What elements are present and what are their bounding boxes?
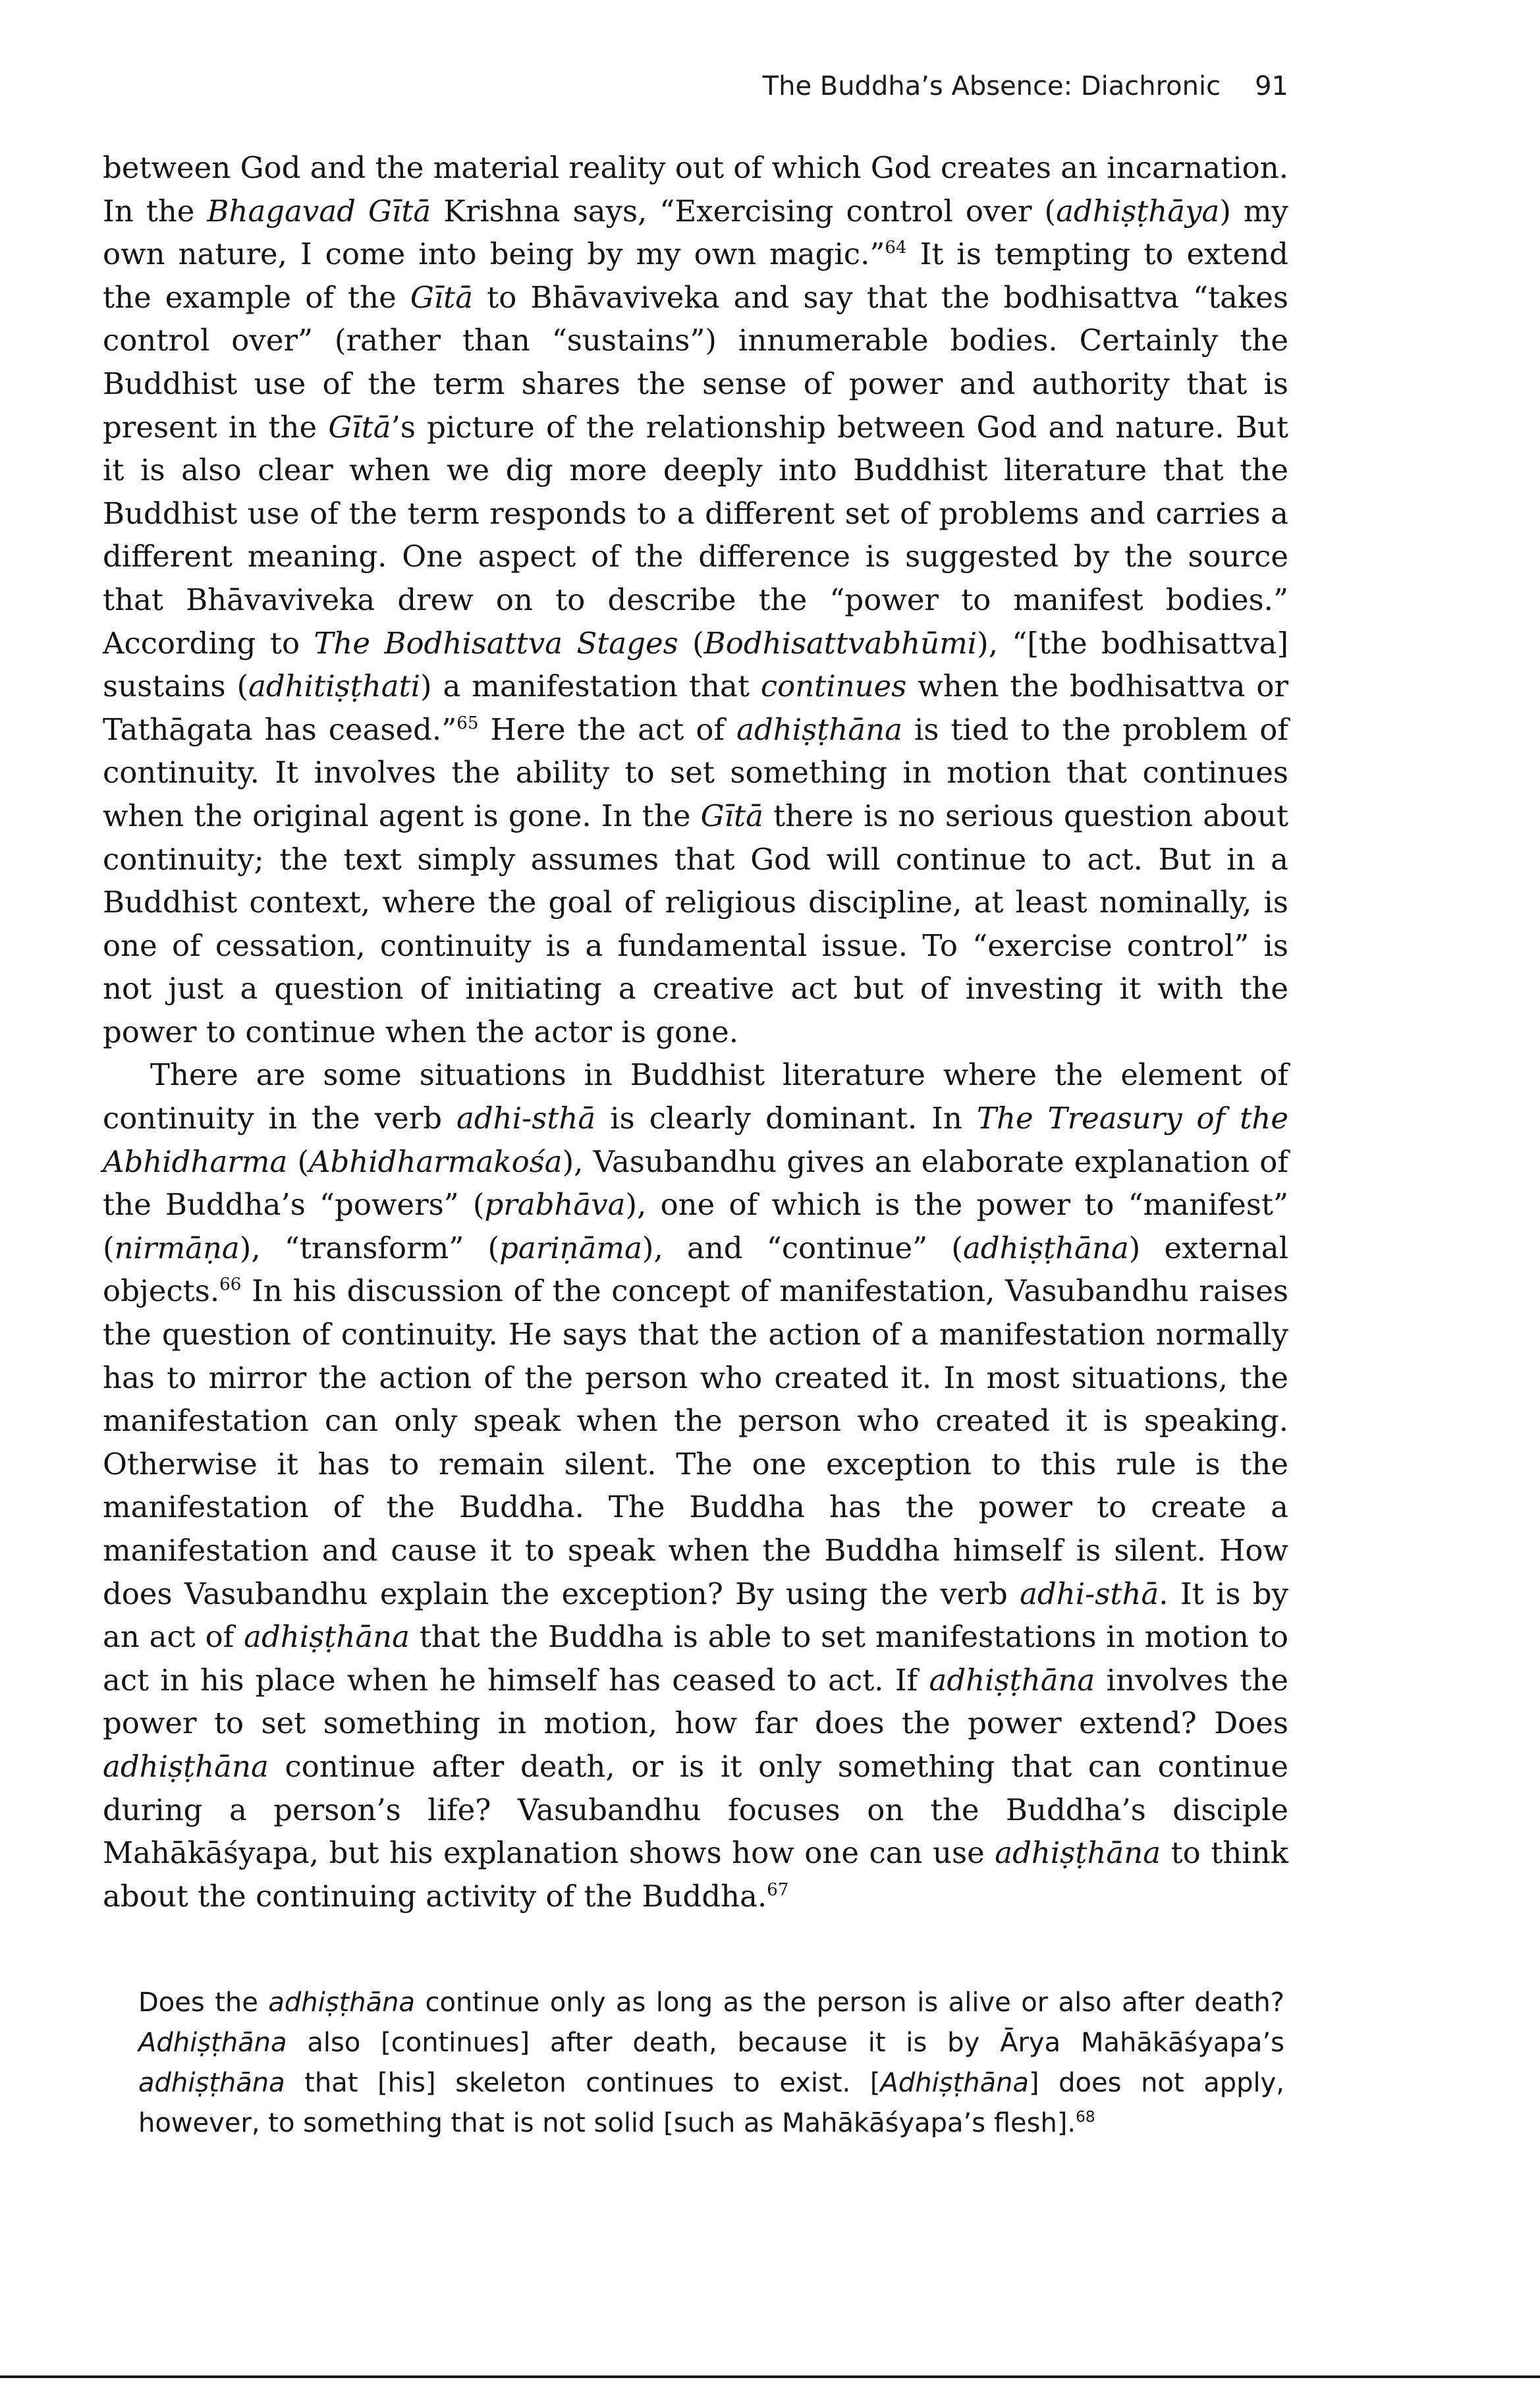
italic-term: adhi-sthā [456,1101,596,1136]
text-run: ), and “continue” ( [642,1230,963,1265]
text-run: continue after death, or is it only something that can continue during a person’s life? Vasubandhu focuses on the Buddha’s disciple Mahākāśyapa, but his explanation shows how one can use [103,1748,1288,1871]
italic-title: Gītā [410,279,474,315]
italic-term: adhiṣṭhāna [995,1835,1161,1871]
italic-emphasis: continues [760,669,907,704]
italic-term: pariṇāma [499,1230,642,1265]
italic-term: adhiṣṭhāya [1056,193,1220,229]
text-run: there is no serious question about continuity; the text simply assumes that God will continue to act. But in a Buddhist context, where the goal of religious discipline, at least nominally, is one of cessation, continuity is a fundamental issue. To “exercise control” is not just a question of initiating a creative act but of investing it with the power to continue when the actor is gone. [103,798,1288,1049]
footnote-ref: 64 [885,238,907,258]
text-run: that [his] skeleton continues to exist. [ [285,2068,881,2098]
italic-title: Gītā [328,409,391,445]
text-run: when the bodhisattva or Tathāgata has ceased.” [103,669,1288,747]
text-run: Here the act of [478,711,737,747]
text-run: is tied to the problem of continuity. It involves the ability to set something in motion that continues when the original agent is gone. In the [103,711,1288,833]
italic-term: adhiṣṭhāna [138,2068,285,2098]
text-run: that the Buddha is able to set manifestations in motion to act in his place when he himself has ceased to act. If [103,1619,1288,1698]
italic-term: prabhāva [484,1187,626,1223]
text-run: In his discussion of the concept of manifestation, Vasubandhu raises the question of continuity. He says that the action of a manifestation normally has to mirror the action of the person who created it. In most situations, the manifestation can only speak when the person who created it is speaking. Otherwise it has to remain silent. The one exception to this rule is the manifestation of the Buddha. The Buddha has the power to create a manifestation and cause it to speak when the Buddha himself is silent. How does Vasubandhu explain the exception? By using the verb [103,1273,1288,1611]
italic-term: nirmāṇa [114,1230,240,1265]
text-run: ), one of which is the power to “manifest” ( [103,1187,1288,1265]
text-run: involves the power to set something in motion, how far does the power extend? Does [103,1662,1288,1741]
italic-term: adhiṣṭhāna [736,711,902,747]
text-run: ( [287,1144,309,1179]
text-run: ] does not apply, however, to something that is not solid [such as Mahākāśyapa’s flesh]. [138,2068,1284,2138]
text-run: ), Vasubandhu gives an elaborate explanation of the Buddha’s “powers” ( [103,1144,1288,1223]
text-run: to Bhāvaviveka and say that the bodhisattva “takes control over” (rather than “sustains”) innumerable bodies. Certainly the Buddhist use of the term shares the sense of power and authority that is present in the [103,279,1289,445]
italic-title: Gītā [700,798,763,833]
text-run: Does the [138,1987,269,2018]
text-run: There are some situations in Buddhist literature where the element of continuity in the verb [103,1057,1288,1136]
footnote-ref: 68 [1076,2107,1095,2126]
italic-term: Adhiṣṭhāna [880,2068,1029,2098]
running-head [103,71,1288,101]
block-quote [138,1983,1284,2144]
footnote-ref: 65 [456,713,479,733]
text-run: ( [678,625,704,661]
italic-title: The Treasury of the Abhidharma [103,1101,1288,1179]
text-run: ) external objects. [103,1230,1288,1309]
block-quote-text [138,1983,1284,2144]
text-run: ) my own nature, I come into being by my own magic.” [103,193,1288,272]
italic-title: Bodhisattvabhūmi [703,625,977,661]
italic-title: Abhidharmakośa [309,1144,563,1179]
text-run: is clearly dominant. In [595,1101,977,1136]
text-run: also [continues] after death, because it is by Ārya Mahākāśyapa’s [287,2028,1284,2058]
italic-title: The Bodhisattva Stages [314,625,678,661]
text-run: ), “[the bodhisattva] sustains ( [103,625,1288,704]
text-run: Krishna says, “Exercising control over ( [431,193,1057,229]
text-run: . It is by an act of [103,1576,1289,1655]
text-run: continue only as long as the person is alive or also after death? [414,1987,1284,2018]
italic-title: Bhagavad Gītā [207,193,431,229]
italic-term: adhiṣṭhāna [268,1987,415,2018]
text-run: ), “transform” ( [239,1230,500,1265]
footnote-ref: 66 [219,1275,242,1295]
footnote-ref: 67 [767,1879,789,1900]
bottom-edge-rule [0,2375,1540,2378]
text-run: ) a manifestation that [420,669,761,704]
body-text [103,146,1288,1918]
italic-term: adhiṣṭhāna [929,1662,1095,1698]
running-head-title: The Buddha’s Absence: Diachronic [762,71,1221,101]
italic-term: adhi-sthā [1020,1576,1159,1611]
text-run: between God and the material reality out of which God creates an incarnation. In the [103,150,1288,229]
italic-term: adhiṣṭhāna [103,1748,269,1784]
text-run: to think about the continuing activity of the Buddha. [103,1835,1288,1914]
italic-term: adhiṣṭhāna [244,1619,410,1655]
text-run: ’s picture of the relationship between God and nature. But it is also clear when we dig more deeply into Buddhist literature that the Buddhist use of the term responds to a different set of problems and carries a different meaning. One aspect of the difference is suggested by the source that Bhāvaviveka drew on to describe the “power to manifest bodies.” According to [103,409,1288,661]
paragraph-2 [103,1053,1288,1918]
italic-term: adhitiṣṭhati [248,669,421,704]
italic-term: Adhiṣṭhāna [138,2028,287,2058]
text-run: It is tempting to extend the example of the [103,236,1288,315]
italic-term: adhiṣṭhāna [962,1230,1129,1265]
page-number: 91 [1255,71,1288,101]
paragraph-1 [103,146,1288,1053]
